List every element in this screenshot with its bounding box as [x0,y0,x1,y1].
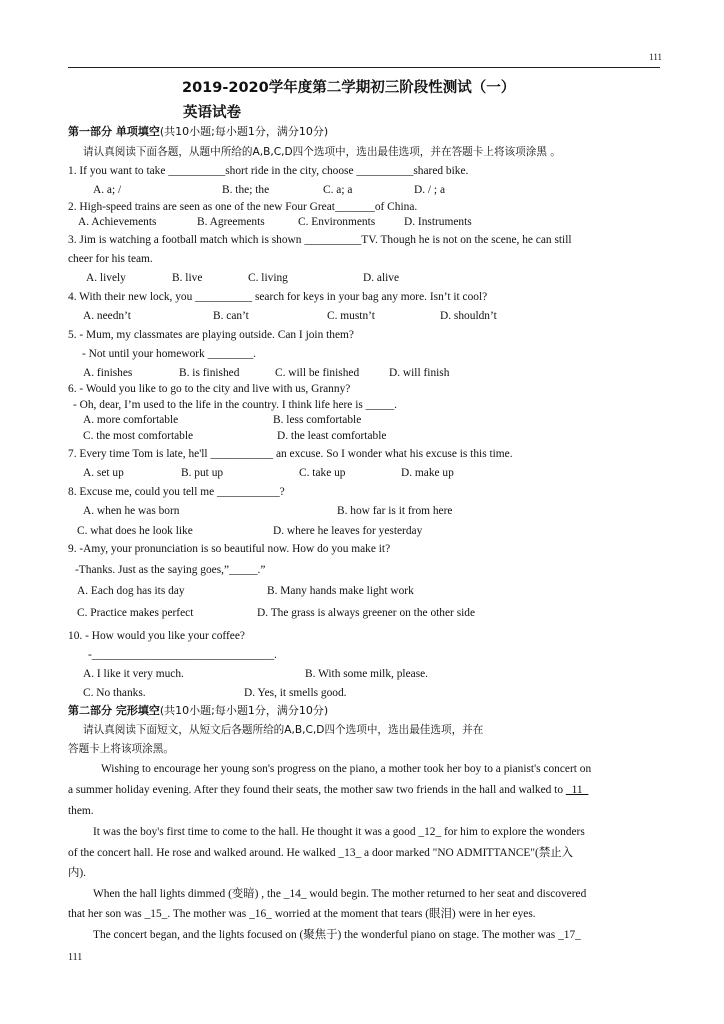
q1-option-b: B. the; the [222,184,270,196]
q8-option-d: D. where he leaves for yesterday [273,525,423,537]
passage-p2-line1 [93,825,585,839]
q6-stem-line1: 6. - Would you like to go to the city and live with us, Granny? [68,383,351,395]
q6-option-b: B. less comfortable [273,414,362,426]
q3-option-d: D. alive [363,272,400,284]
q4-stem: 4. With their new lock, you __________ search for keys in your bag any more. Isn’t it cool? [68,291,488,303]
blank-14: _14_ [283,888,307,900]
part2-heading-note: (共10小题;每小题1分，满分10分) [159,704,329,717]
blank-12: _12_ [418,826,442,838]
q6-stem-text: - Oh, dear, I’m used to the life in the country. I think life here is [73,399,363,411]
passage-p2-line1-text-a: It was the boy's first time to come to the hall. He thought it was a good [93,826,419,838]
q8-stem: 8. Excuse me, could you tell me ___________? [68,486,285,498]
q6-option-c: C. the most comfortable [83,430,194,442]
page-title: 2019-2020学年度第二学期初三阶段性测试（一） [182,80,516,96]
blank-16: _16_ [249,908,272,920]
q5-option-d: D. will finish [389,367,450,379]
q10-option-c: C. No thanks. [83,687,146,699]
passage-p2-line2-text-a: of the concert hall. He rose and walked around. He walked [68,847,339,859]
q9-stem-line1: 9. -Amy, your pronunciation is so beautiful now. How do you make it? [68,543,391,555]
part2-instruction-line2: 答题卡上将该项涂黑。 [68,743,174,755]
q10-stem-line1: 10. - How would you like your coffee? [68,630,245,642]
q3-stem-line1: 3. Jim is watching a football match which is shown __________TV. Though he is not on the scene, he can still [68,234,572,246]
header-rule [68,67,660,68]
q1-option-d: D. / ; a [414,184,446,196]
passage-p3-line1-text-a: When the hall lights dimmed (变暗) , the [93,888,284,900]
q10-option-a: A. I like it very much. [83,668,184,680]
q2-option-d: D. Instruments [404,216,472,228]
passage-p3-line2-text-c: worried at the moment that tears (眼泪) were in her eyes. [271,908,536,920]
blank-13: _13_ [338,847,362,859]
q9-option-c: C. Practice makes perfect [77,607,194,619]
q4-option-a: A. needn’t [83,310,131,322]
q10-blank: ________________________________. [91,649,277,661]
passage-p2-line2-text-b: a door marked "NO ADMITTANCE"(禁止入 [361,847,574,859]
page-number-top: 111 [649,52,662,62]
part1-heading [68,125,328,139]
passage-p4-line1-text: The concert began, and the lights focused on (聚焦于) the wonderful piano on stage. The mother was [93,929,559,941]
q10-option-b: B. With some milk, please. [305,668,429,680]
q5-option-c: C. will be finished [275,367,360,379]
q5-stem-line1: 5. - Mum, my classmates are playing outside. Can I join them? [68,329,354,341]
q6-blank: _____. [365,399,397,411]
passage-p3-line1 [93,887,586,901]
part2-heading [68,704,328,718]
blank-15: _15_ [144,908,168,920]
q4-option-c: C. mustn’t [327,310,375,322]
passage-p1-line2-text: a summer holiday evening. After they found their seats, the mother saw two friends in the hall and walked to [68,784,566,796]
blank-17: _17_ [558,929,581,941]
passage-p3-line1-text-b: would begin. The mother returned to her seat and discovered [306,888,587,900]
passage-p2-line1-text-b: for him to explore the wonders [441,826,585,838]
passage-p2-line3: 内). [68,867,87,879]
q5-option-a: A. finishes [83,367,133,379]
passage-p1-line1: Wishing to encourage her young son's progress on the piano, a mother took her boy to a pianist's concert on [101,763,592,775]
part1-heading-title: 第一部分 单项填空 [68,125,160,138]
q6-stem-line2 [73,398,397,412]
passage-p3-line2-text-b: . The mother was [167,908,250,920]
part2-instruction-line1: 请认真阅读下面短文，从短文后各题所给的A,B,C,D四个选项中，选出最佳选项，并在 [83,724,484,736]
q1-option-a: A. a; / [93,184,122,196]
q5-stem-line2: - Not until your homework ________. [82,348,257,360]
q2-option-a: A. Achievements [78,216,157,228]
page-number-bottom: 111 [68,952,83,963]
q9-option-b: B. Many hands make light work [267,585,414,597]
q2-option-c: C. Environments [298,216,376,228]
q7-option-c: C. take up [299,467,346,479]
q10-dash: - [88,649,92,661]
q10-stem-line2 [88,648,277,662]
passage-p3-line2-text-a: that her son was [68,908,145,920]
q7-option-a: A. set up [83,467,124,479]
passage-p4-line1 [93,928,581,942]
q9-option-a: A. Each dog has its day [77,585,185,597]
q2-stem: 2. High-speed trains are seen as one of the new Four Great_______of China. [68,201,418,213]
q6-option-a: A. more comfortable [83,414,179,426]
q5-option-b: B. is finished [179,367,240,379]
q3-option-a: A. lively [86,272,126,284]
part1-instruction: 请认真阅读下面各题，从题中所给的A,B,C,D四个选项中，选出最佳选项，并在答题卡上将该项涂黑 。 [83,146,561,158]
page-subtitle: 英语试卷 [183,105,241,121]
passage-p1-line3: them. [68,805,94,817]
q2-option-b: B. Agreements [197,216,265,228]
q8-option-c: C. what does he look like [77,525,193,537]
q3-option-c: C. living [248,272,288,284]
blank-11: _11_ [565,784,589,796]
q7-option-b: B. put up [181,467,224,479]
q3-stem-line2: cheer for his team. [68,253,153,265]
q8-option-b: B. how far is it from here [337,505,453,517]
part2-heading-title: 第二部分 完形填空 [68,704,160,717]
q1-stem: 1. If you want to take __________short ride in the city, choose __________shared bike. [68,165,469,177]
q7-stem: 7. Every time Tom is late, he'll ___________ an excuse. So I wonder what his excuse is this time. [68,448,513,460]
passage-p1-line2 [68,783,588,797]
passage-p3-line2 [68,907,536,921]
q1-option-c: C. a; a [323,184,353,196]
q4-option-b: B. can’t [213,310,249,322]
q3-option-b: B. live [172,272,203,284]
q9-stem-line2: -Thanks. Just as the saying goes,”_____.” [75,564,266,576]
q9-option-d: D. The grass is always greener on the other side [257,607,476,619]
q6-option-d: D. the least comfortable [277,430,387,442]
passage-p2-line2 [68,846,573,860]
q7-option-d: D. make up [401,467,454,479]
part1-heading-note: (共10小题;每小题1分，满分10分) [159,125,329,138]
q10-option-d: D. Yes, it smells good. [244,687,347,699]
q8-option-a: A. when he was born [83,505,180,517]
q4-option-d: D. shouldn’t [440,310,497,322]
